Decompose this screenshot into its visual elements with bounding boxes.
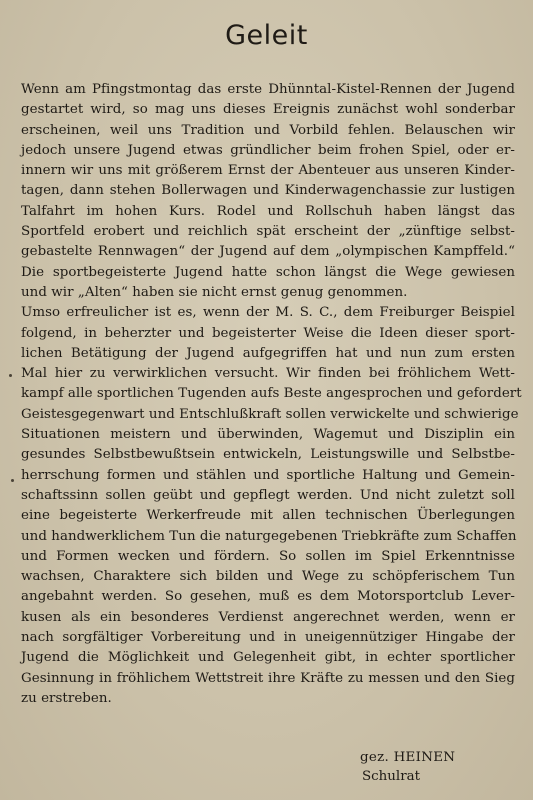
text-line: Talfahrt im hohen Kurs. Rodel und Rollschuh haben längst das — [21, 203, 515, 219]
text-line: Jugend die Möglichkeit und Gelegenheit gibt, in echter sportlicher — [21, 650, 515, 666]
text-line: erscheinen, weil uns Tradition und Vorbild fehlen. Belauschen wir — [21, 122, 515, 138]
text-line: nach sorgfältiger Vorbereitung und in uneigennütziger Hingabe der — [21, 630, 515, 646]
text-line: herrschung formen und stählen und sportliche Haltung und Gemein- — [21, 467, 515, 483]
text-line: Umso erfreulicher ist es, wenn der M. S. C., dem Freiburger Beispiel — [21, 305, 515, 321]
text-line: kampf alle sportlichen Tugenden aufs Beste angesprochen und gefordert — [21, 386, 522, 402]
text-line: Mal hier zu verwirklichen versucht. Wir finden bei fröhlichem Wett- — [21, 366, 515, 382]
text-line: Situationen meistern und überwinden, Wagemut und Disziplin ein — [21, 427, 515, 443]
text-line: Wenn am Pfingstmontag das erste Dhünntal-Kistel-Rennen der Jugend — [21, 82, 515, 97]
text-line: und wir „Alten“ haben sie nicht ernst genug genommen. — [21, 284, 408, 300]
signature-role: Schulrat — [362, 769, 420, 784]
text-line: eine begeisterte Werkerfreude mit allen technischen Überlegungen — [21, 508, 515, 524]
body-text — [21, 80, 522, 709]
text-line: und handwerklichem Tun die naturgegebenen Triebkräfte zum Schaffen — [21, 528, 517, 544]
text-line: zu erstreben. — [21, 690, 112, 706]
text-line: wachsen, Charaktere sich bilden und Wege zu schöpferischem Tun — [21, 569, 515, 585]
text-line: schaftssinn sollen geübt und gepflegt werden. Und nicht zuletzt soll — [21, 487, 515, 503]
text-line: angebahnt werden. So gesehen, muß es dem Motorsportclub Lever- — [21, 589, 515, 605]
page-title: Geleit — [225, 20, 308, 51]
text-line: gestartet wird, so mag uns dieses Ereignis zunächst wohl sonderbar — [21, 102, 515, 118]
text-line: Sportfeld erobert und reichlich spät erscheint der „zünftige selbst- — [21, 224, 515, 240]
text-line: Geistesgegenwart und Entschlußkraft sollen verwickelte und schwierige — [21, 406, 519, 422]
text-line: Die sportbegeisterte Jugend hatte schon längst die Wege gewiesen — [21, 264, 515, 280]
signature-block — [360, 748, 500, 786]
text-line: und Formen wecken und fördern. So sollen im Spiel Erkenntnisse — [21, 548, 515, 564]
text-line: tagen, dann stehen Bollerwagen und Kinderwagenchassie zur lustigen — [21, 183, 515, 199]
text-line: innern wir uns mit größerem Ernst der Abenteuer aus unseren Kinder- — [21, 163, 515, 179]
text-line: gebastelte Rennwagen“ der Jugend auf dem „olympischen Kampffeld.“ — [21, 244, 515, 260]
text-line: gesundes Selbstbewußtsein entwickeln, Leistungswille und Selbstbe- — [21, 447, 515, 463]
text-line: folgend, in beherzter und begeisterter Weise die Ideen dieser sport- — [21, 325, 515, 341]
signature-name: gez. HEINEN — [360, 750, 456, 765]
text-line: kusen als ein besonderes Verdienst angerechnet werden, wenn er — [21, 609, 515, 625]
text-line: lichen Betätigung der Jugend aufgegriffen hat und nun zum ersten — [21, 345, 515, 361]
text-line: Gesinnung in fröhlichem Wettstreit ihre Kräfte zu messen und den Sieg — [21, 670, 515, 686]
print-speck — [9, 374, 12, 377]
text-line: jedoch unsere Jugend etwas gründlicher beim frohen Spiel, oder er- — [21, 142, 515, 158]
print-speck — [11, 479, 14, 482]
